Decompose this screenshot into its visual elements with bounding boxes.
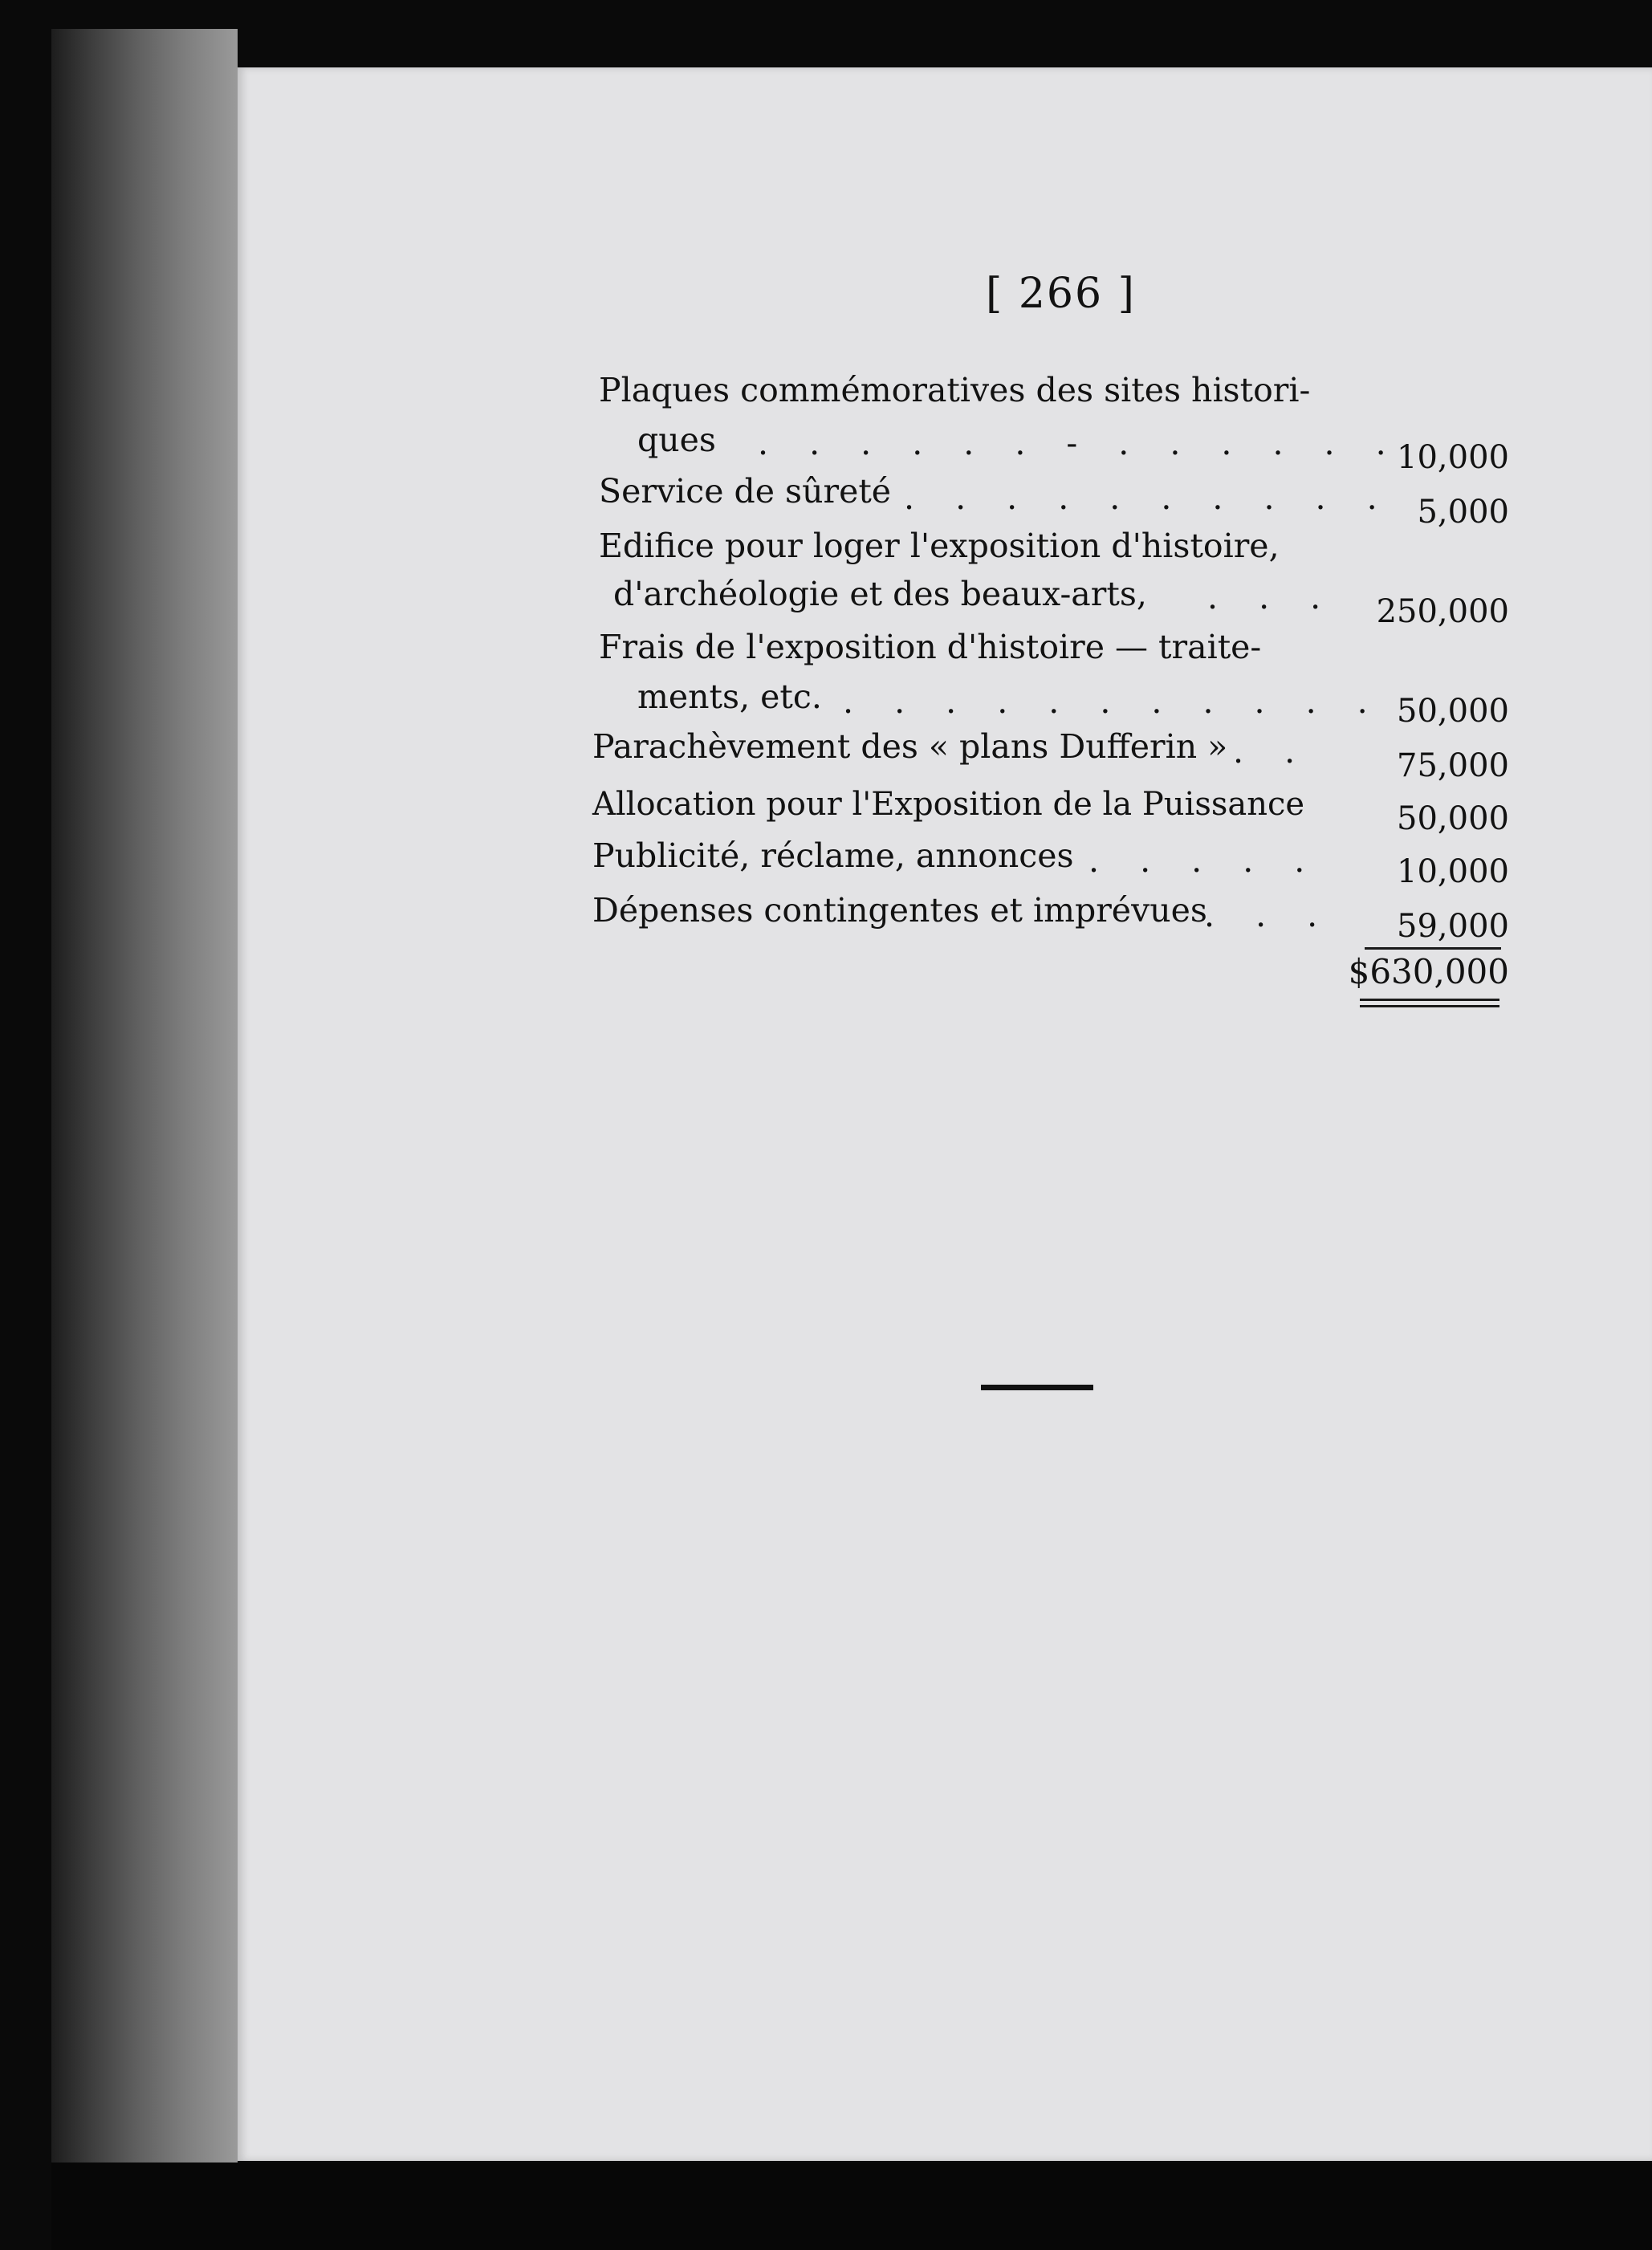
total-double-rule-bottom [1360,1005,1499,1007]
entry-5-leader-dots: . . [1233,732,1311,771]
total-double-rule-top [1360,999,1499,1001]
entry-4-amount: 50,000 [1397,693,1509,730]
entry-4-label-line-1: Frais de l'exposition d'histoire — traite- [599,628,1262,666]
entry-5-amount: 75,000 [1397,747,1509,784]
entry-5-label: Parachèvement des « plans Dufferin » [592,727,1228,766]
entry-8-amount: 59,000 [1397,908,1509,945]
entry-3-label-line-1: Edifice pour loger l'exposition d'histoire, [599,527,1280,565]
entry-8-label: Dépenses contingentes et imprévues [592,891,1207,930]
entry-3-leader-dots: . . . [1207,578,1337,616]
entry-3-label-line-2: d'archéologie et des beaux-arts, [613,575,1147,613]
book-spine-shadow [51,29,238,2163]
entry-1-leader-dots: . . . . . . - . . . . . . [758,424,1402,462]
entry-4-leader-dots: . . . . . . . . . . . [843,682,1383,721]
entry-2-label: Service de sûreté [599,472,892,511]
entry-7-leader-dots: . . . . . [1088,841,1320,880]
entry-2-amount: 5,000 [1417,494,1509,531]
entry-1-label-line-1: Plaques commémoratives des sites histori- [599,371,1311,409]
entry-6-label: Allocation pour l'Exposition de la Puissance [592,786,1305,823]
entry-1-label-line-2: ques [637,421,716,459]
entry-8-leader-dots: . . . [1204,896,1333,934]
page-number: [ 266 ] [986,270,1136,318]
entry-7-label: Publicité, réclame, annonces [592,836,1074,875]
total-amount: $630,000 [1348,952,1509,991]
end-ornament-dash [981,1385,1093,1390]
scan-bottom-edge [51,2163,1652,2250]
entry-7-amount: 10,000 [1397,853,1509,890]
sum-rule [1365,947,1501,950]
entry-3-amount: 250,000 [1376,593,1509,630]
entry-6-amount: 50,000 [1397,800,1509,837]
entry-4-label-line-2: ments, etc. [637,677,822,716]
entry-2-leader-dots: . . . . . . . . . . [904,478,1393,517]
entry-1-amount: 10,000 [1397,439,1509,476]
